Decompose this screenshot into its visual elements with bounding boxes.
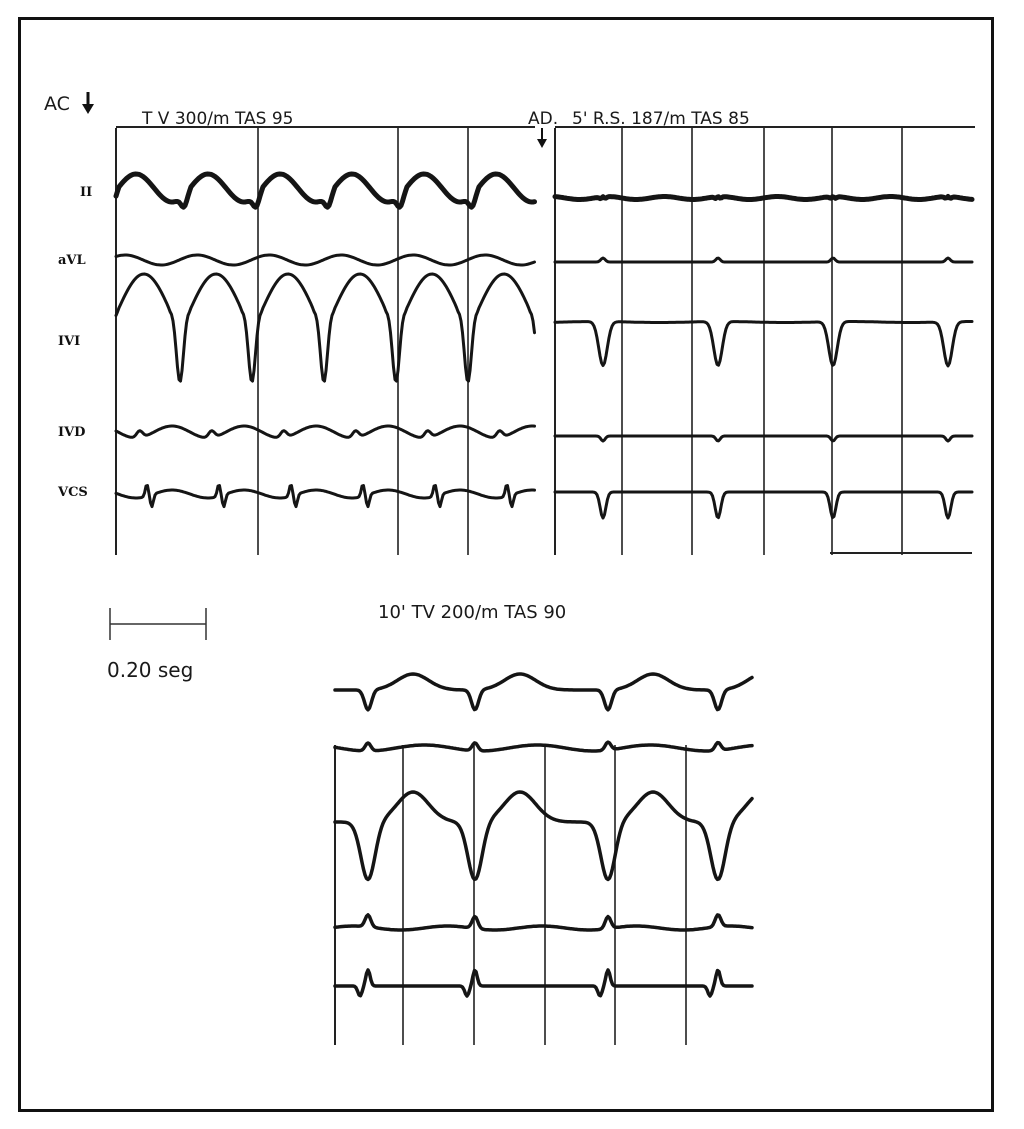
trace-bottom-avl	[335, 742, 752, 751]
ad-arrow-icon	[537, 128, 547, 148]
panel-bottom	[335, 674, 752, 1045]
trace-bottom-ii	[335, 674, 752, 710]
panel-bottom-title: 10' TV 200/m TAS 90	[378, 602, 567, 623]
trace-top-left-ivd	[116, 426, 535, 437]
trace-top-left-avl	[116, 255, 535, 265]
trace-top-right-ii	[555, 197, 972, 200]
trace-bottom-ivi	[335, 792, 752, 880]
panel-top-right-title: 5' R.S. 187/m TAS 85	[572, 109, 750, 129]
trace-bottom-vcs	[335, 970, 752, 996]
panel-top-left-title: T V 300/m TAS 95	[142, 109, 294, 129]
panel-top-right	[555, 128, 972, 555]
trace-top-left-vcs	[116, 486, 535, 507]
trace-top-left-ivi	[116, 274, 535, 381]
scale-bar-label: 0.20 seg	[107, 658, 194, 682]
lead-label-ivi: IVI	[58, 334, 81, 349]
scale-bar	[110, 608, 206, 640]
down-arrow-icon	[82, 92, 94, 114]
lead-label-vcs: VCS	[58, 485, 88, 500]
panel-top-left	[116, 128, 535, 555]
lead-label-ii: II	[80, 185, 93, 200]
trace-bottom-ivd	[335, 915, 752, 930]
ad-marker-label: AD.	[528, 109, 559, 129]
trace-top-left-ii	[116, 174, 535, 207]
ac-label: AC	[44, 93, 70, 115]
lead-label-avl: aVL	[58, 253, 86, 268]
lead-label-ivd: IVD	[58, 425, 86, 440]
